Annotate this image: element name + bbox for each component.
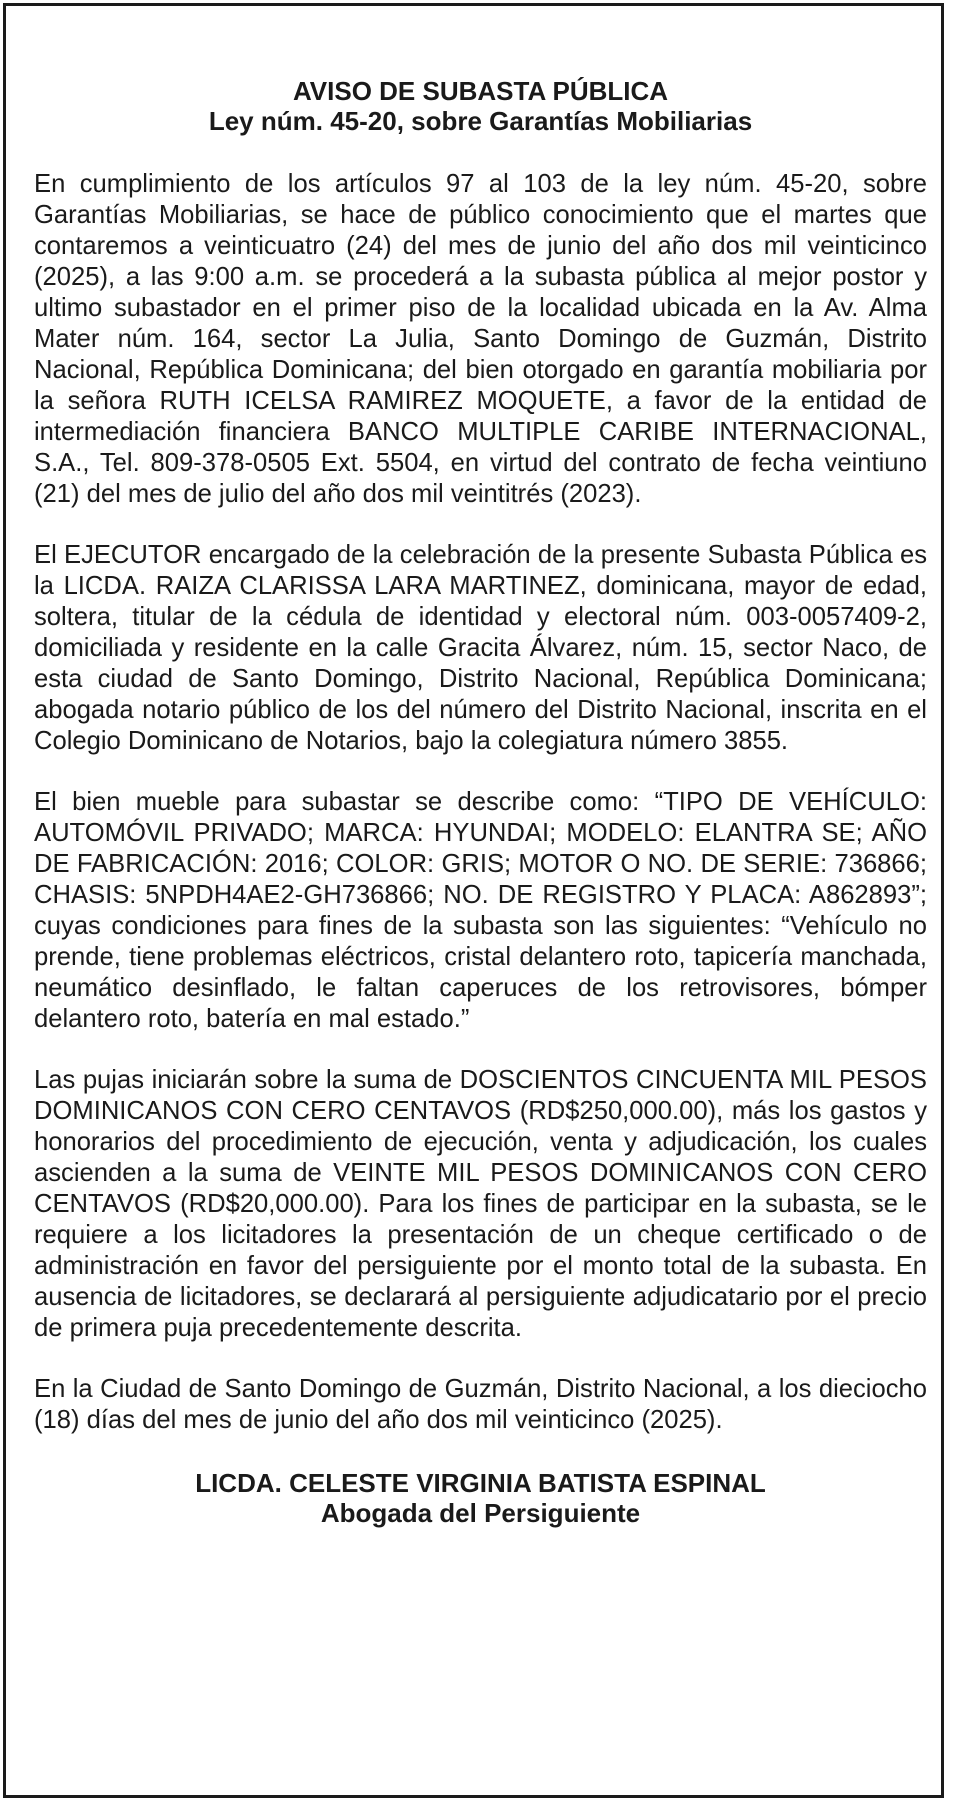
paragraph-bidding-terms: Las pujas iniciarán sobre la suma de DOSCIENTOS CINCUENTA MIL PESOS DOMINICANOS CON CERO CENTAVOS (RD$250,000.00), más los gastos y honorarios del procedimiento de ejecución, venta y adjudicación, los cuales ascienden a la suma de VEINTE MIL PESOS DOMINICANOS CON CERO CENTAVOS (RD$20,000.00). Para los fines de participar en la subasta, se le requiere a los licitadores la presentación de un cheque certificado o de administración en favor del persiguiente por el monto total de la subasta. En ausencia de licitadores, se declarará al persiguiente adjudicatario por el precio de primera puja precedentemente descrita. bbox=[34, 1066, 927, 1342]
paragraph-place-date: En la Ciudad de Santo Domingo de Guzmán, Distrito Nacional, a los dieciocho (18) días del mes de junio del año dos mil veinticinco (2025). bbox=[34, 1375, 927, 1434]
signature-block bbox=[34, 1468, 927, 1528]
paragraph-executor: El EJECUTOR encargado de la celebración de la presente Subasta Pública es la LICDA. RAIZA CLARISSA LARA MARTINEZ, dominicana, mayor de edad, soltera, titular de la cédula de identidad y electoral núm. 003-0057409-2, domiciliada y residente en la calle Gracita Álvarez, núm. 15, sector Naco, de esta ciudad de Santo Domingo, Distrito Nacional, República Dominicana; abogada notario público de los del número del Distrito Nacional, inscrita en el Colegio Dominicano de Notarios, bajo la colegiatura número 3855. bbox=[34, 541, 927, 755]
signature-name: LICDA. CELESTE VIRGINIA BATISTA ESPINAL bbox=[195, 1468, 766, 1498]
notice-border-frame bbox=[3, 3, 944, 1798]
signature-role: Abogada del Persiguiente bbox=[320, 1498, 641, 1528]
paragraph-vehicle-description: El bien mueble para subastar se describe como: “TIPO DE VEHÍCULO: AUTOMÓVIL PRIVADO; MARCA: HYUNDAI; MODELO: ELANTRA SE; AÑO DE FABRICACIÓN: 2016; COLOR: GRIS; MOTOR O NO. DE SERIE: 736866; CHASIS: 5NPDH4AE2-GH736866; NO. DE REGISTRO Y PLACA: A862893”; cuyas condiciones para fines de la subasta son las siguientes: “Vehículo no prende, tiene problemas eléctricos, cristal delantero roto, tapicería manchada, neumático desinflado, le faltan caperuces de los retrovisores, bómper delantero roto, batería en mal estado.” bbox=[34, 788, 927, 1033]
notice-subtitle: Ley núm. 45-20, sobre Garantías Mobiliarias bbox=[208, 106, 753, 136]
notice-title: AVISO DE SUBASTA PÚBLICA bbox=[292, 76, 669, 106]
paragraph-auction-details: En cumplimiento de los artículos 97 al 103 de la ley núm. 45-20, sobre Garantías Mobiliarias, se hace de público conocimiento que el martes que contaremos a veinticuatro (24) del mes de junio del año dos mil veinticinco (2025), a las 9:00 a.m. se procederá a la subasta pública al mejor postor y ultimo subastador en el primer piso de la localidad ubicada en la Av. Alma Mater núm. 164, sector La Julia, Santo Domingo de Guzmán, Distrito Nacional, República Dominicana; del bien otorgado en garantía mobiliaria por la señora RUTH ICELSA RAMIREZ MOQUETE, a favor de la entidad de intermediación financiera BANCO MULTIPLE CARIBE INTERNACIONAL, S.A., Tel. 809-378-0505 Ext. 5504, en virtud del contrato de fecha veintiuno (21) del mes de julio del año dos mil veintitrés (2023). bbox=[34, 170, 927, 508]
notice-content bbox=[34, 76, 927, 1528]
